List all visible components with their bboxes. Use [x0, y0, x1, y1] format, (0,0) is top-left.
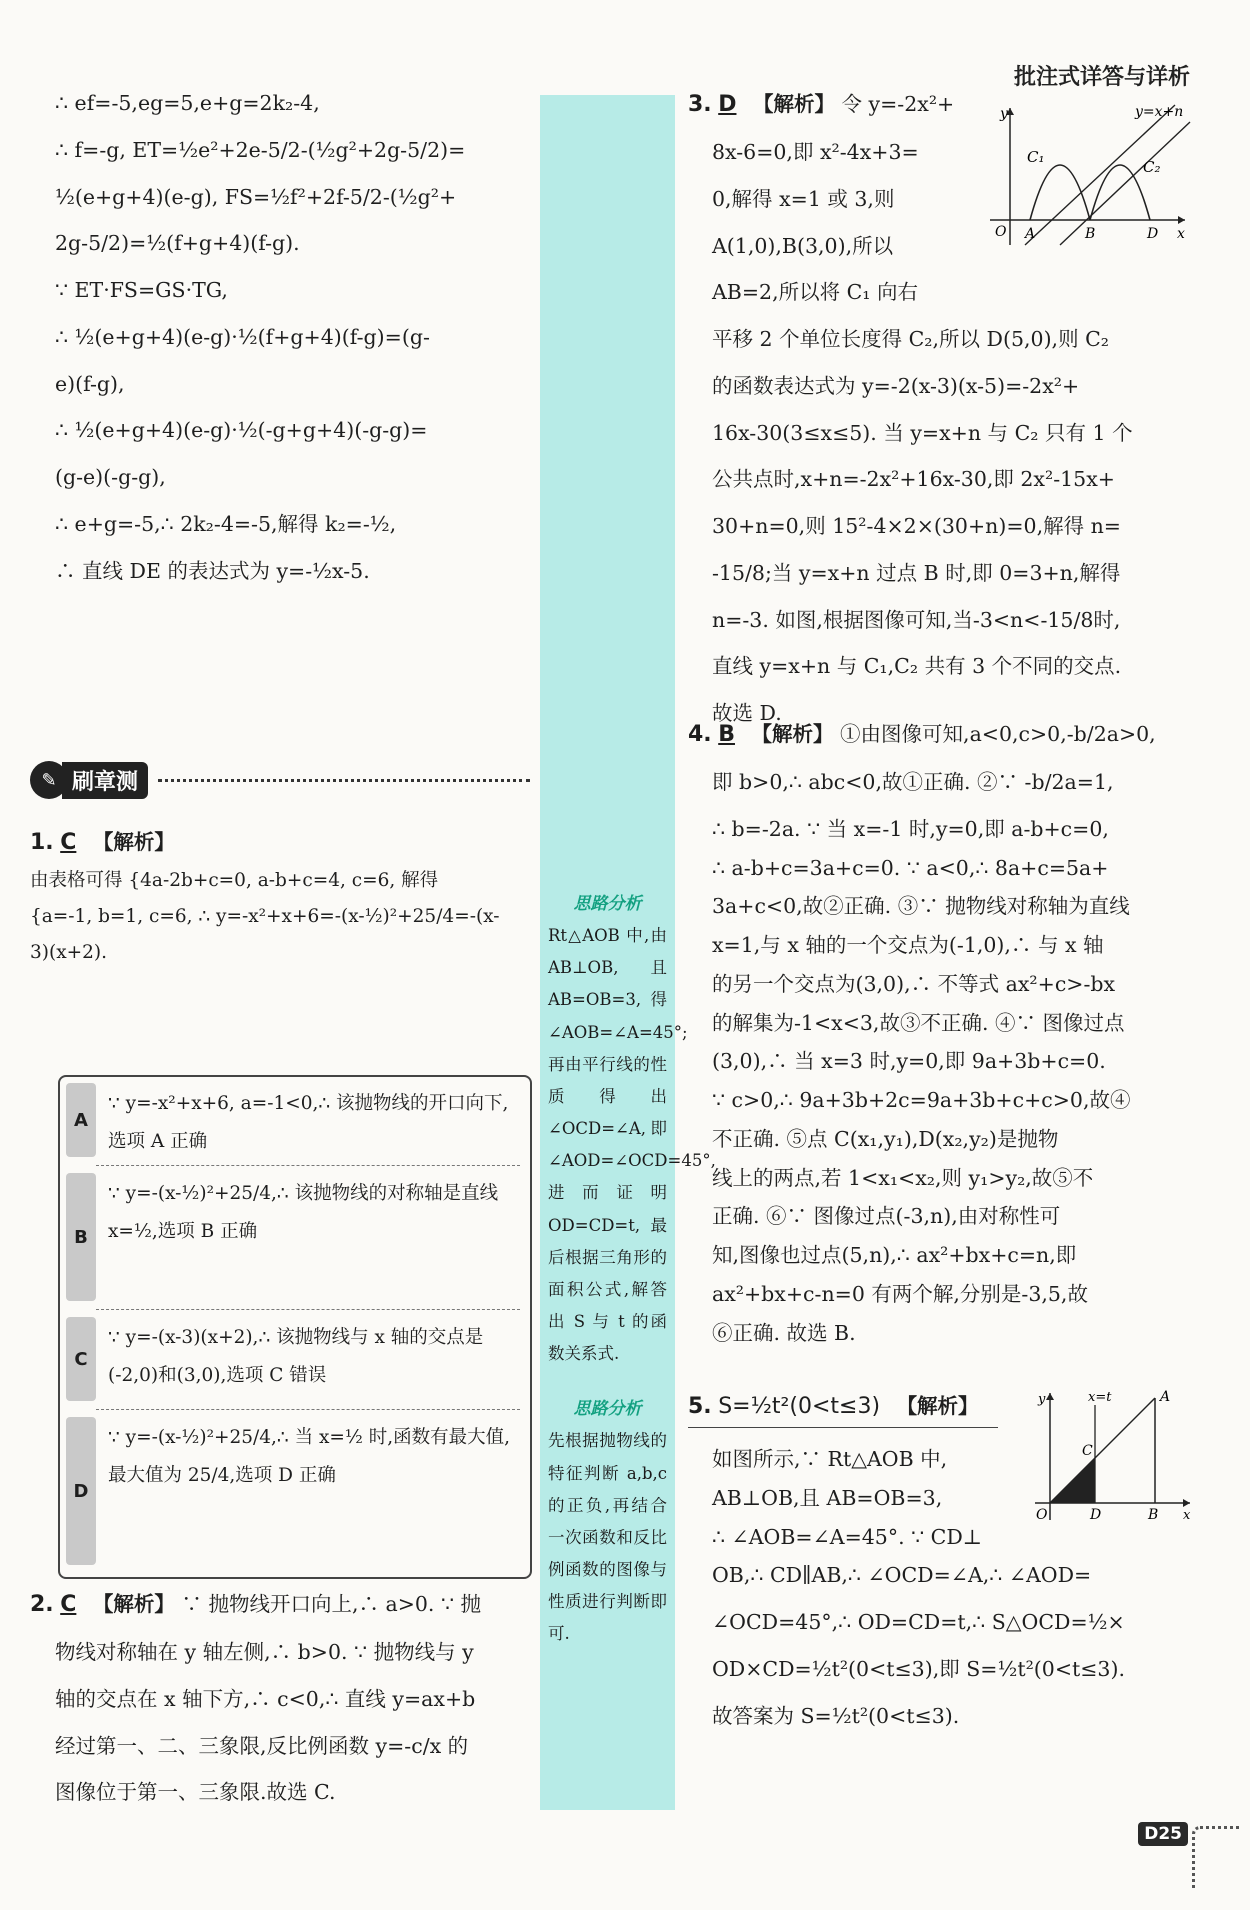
solution-line: ∵ ET·FS=GS·TG, — [55, 278, 228, 302]
solution-line: AB⊥OB,且 AB=OB=3, — [712, 1485, 943, 1510]
y-axis-label: y — [1000, 106, 1008, 122]
solution-line: 公共点时,x+n=-2x²+16x-30,即 2x²-15x+ — [712, 467, 1115, 492]
solution-line: OD×CD=½t²(0<t≤3),即 S=½t²(0<t≤3). — [712, 1656, 1125, 1681]
solution-line: x=1,与 x 轴的一个交点为(-1,0),∴ 与 x 轴 — [712, 933, 1104, 957]
solution-line: 平移 2 个单位长度得 C₂,所以 D(5,0),则 C₂ — [712, 327, 1109, 351]
analysis-label: 【解析】 — [896, 1394, 979, 1418]
section-header — [30, 760, 530, 800]
solution-line: 8x-6=0,即 x²-4x+3= — [712, 140, 919, 164]
question-answer: C — [60, 830, 77, 855]
solution-line: 故答案为 S=½t²(0<t≤3). — [712, 1703, 960, 1728]
solution-line: ∴ 直线 DE 的表达式为 y=-½x-5. — [55, 558, 370, 583]
solution-line: 3)(x+2). — [30, 941, 108, 963]
option-row — [60, 1167, 530, 1307]
y-axis-label: y — [1038, 1392, 1046, 1407]
solution-line: (g-e)(-g-g), — [55, 465, 166, 489]
solution-line: ∵ c>0,∴ 9a+3b+2c=9a+3b+c+c>0,故④ — [712, 1088, 1131, 1112]
hint-text: Rt△AOB 中,由 AB⊥OB,且 AB=OB=3,得 ∠AOB=∠A=45°;再由平行线的性质得出 ∠OCD=∠A,即 ∠AOD=∠OCD=45°,进而证明 OD=CD=t,最后根据三角形的面积公式,解答出 S 与 t 的函数关系式. — [548, 926, 716, 1364]
solution-line: 直线 y=x+n 与 C₁,C₂ 共有 3 个不同的交点. — [712, 654, 1122, 679]
solution-line: 故选 D. — [712, 701, 782, 725]
hint-column — [540, 95, 716, 1810]
question-number: 1. — [30, 830, 54, 855]
option-tag: B — [66, 1173, 96, 1301]
solution-line: ∵ 抛物线开口向上,∴ a>0. ∵ 抛 — [181, 1592, 482, 1616]
solution-line: 令 y=-2x²+ — [841, 92, 955, 116]
origin-label: O — [1036, 1507, 1048, 1523]
solution-line: (3,0),∴ 当 x=3 时,y=0,即 9a+3b+c=0. — [712, 1049, 1106, 1074]
option-divider — [96, 1165, 520, 1166]
solution-line: 的函数表达式为 y=-2(x-3)(x-5)=-2x²+ — [712, 373, 1080, 398]
option-text: ∵ y=-(x-3)(x+2),∴ 该抛物线与 x 轴的交点是(-2,0)和(3,0),选项 C 错误 — [108, 1327, 484, 1386]
solution-line: 的解集为-1<x<3,故③不正确. ④∵ 图像过点 — [712, 1010, 1125, 1035]
solution-line: ∴ a-b+c=3a+c=0. ∵ a<0,∴ 8a+c=5a+ — [712, 855, 1109, 880]
solution-line: e)(f-g), — [55, 371, 125, 396]
solution-line: 经过第一、二、三象限,反比例函数 y=-c/x 的 — [55, 1733, 469, 1758]
solution-line: 由表格可得 {4a-2b+c=0, a-b+c=4, c=6, 解得 — [30, 870, 439, 891]
solution-line: OB,∴ CD∥AB,∴ ∠OCD=∠A,∴ ∠AOD= — [712, 1563, 1092, 1588]
solution-line: ⑥正确. 故选 B. — [712, 1320, 856, 1345]
solution-line: ∴ e+g=-5,∴ 2k₂-4=-5,解得 k₂=-½, — [55, 511, 397, 536]
question-4 — [688, 718, 1193, 1356]
question-1 — [30, 826, 530, 974]
option-divider — [96, 1309, 520, 1310]
solution-line: 不正确. ⑤点 C(x₁,y₁),D(x₂,y₂)是抛物 — [712, 1126, 1059, 1151]
option-row — [60, 1311, 530, 1407]
point-label: D — [1090, 1507, 1102, 1523]
analysis-label: 【解析】 — [753, 92, 835, 116]
solution-line: ax²+bx+c-n=0 有两个解,分别是-3,5,故 — [712, 1281, 1088, 1306]
option-row — [60, 1077, 530, 1163]
solution-line: ①由图像可知,a<0,c>0,-b/2a>0, — [840, 722, 1156, 746]
solution-line: ∴ b=-2a. ∵ 当 x=-1 时,y=0,即 a-b+c=0, — [712, 816, 1109, 841]
solution-line: ∴ ef=-5,eg=5,e+g=2k₂-4, — [55, 91, 320, 115]
solution-line: -15/8;当 y=x+n 过点 B 时,即 0=3+n,解得 — [712, 560, 1121, 585]
solution-line: ∴ ½(e+g+4)(e-g)·½(-g+g+4)(-g-g)= — [55, 418, 428, 443]
x-axis-label: x — [1183, 1508, 1191, 1523]
point-label: D — [1147, 226, 1159, 242]
question-answer: C — [60, 1592, 77, 1617]
options-table — [58, 1075, 532, 1579]
page-title: 批注式详答与详析 — [1013, 65, 1190, 90]
page-number: D25 — [1138, 1822, 1188, 1846]
solution-line: AB=2,所以将 C₁ 向右 — [712, 280, 919, 305]
solution-line: 2g-5/2)=½(f+g+4)(f-g). — [55, 231, 300, 256]
solution-line: A(1,0),B(3,0),所以 — [712, 233, 894, 258]
solution-line: 图像位于第一、三象限.故选 C. — [55, 1780, 336, 1805]
solution-line: ∴ ∠AOB=∠A=45°. ∵ CD⊥ — [712, 1524, 983, 1549]
solution-line: ∴ f=-g, ET=½e²+2e-5/2-(½g²+2g-5/2)= — [55, 137, 466, 162]
hint-heading: 思路分析 — [573, 1399, 642, 1420]
question-number: 5. — [688, 1394, 712, 1419]
point-label: A — [1025, 226, 1036, 242]
solution-line: 即 b>0,∴ abc<0,故①正确. ②∵ -b/2a=1, — [712, 770, 1114, 794]
question-answer: S=½t²(0<t≤3) — [718, 1394, 881, 1419]
solution-line: 物线对称轴在 y 轴左侧,∴ b>0. ∵ 抛物线与 y — [55, 1640, 474, 1664]
solution-line: 3a+c<0,故②正确. ③∵ 抛物线对称轴为直线 — [712, 894, 1130, 919]
option-text: ∵ y=-(x-½)²+25/4,∴ 该抛物线的对称轴是直线 x=½,选项 B 正确 — [108, 1183, 499, 1242]
solution-line: n=-3. 如图,根据图像可知,当-3<n<-15/8时, — [712, 607, 1121, 632]
section-title: 刷章测 — [62, 762, 148, 799]
page-corner-decoration — [1192, 1826, 1240, 1889]
parabola-figure — [985, 100, 1195, 250]
option-text: ∵ y=-x²+x+6, a=-1<0,∴ 该抛物线的开口向下,选项 A 正确 — [108, 1093, 509, 1152]
question-number: 4. — [688, 722, 712, 747]
triangle-figure — [1030, 1385, 1195, 1525]
book-icon: ✎ — [30, 761, 68, 799]
option-tag: C — [66, 1317, 96, 1401]
question-number: 2. — [30, 1592, 54, 1617]
option-row — [60, 1411, 530, 1571]
analysis-label: 【解析】 — [92, 830, 175, 854]
option-divider — [96, 1409, 520, 1410]
line-label: x=t — [1088, 1390, 1112, 1405]
hint-heading: 思路分析 — [573, 894, 642, 914]
point-label: B — [1085, 226, 1096, 242]
line-label: y=x+n — [1135, 104, 1184, 120]
solution-line: {a=-1, b=1, c=6, ∴ y=-x²+x+6=-(x-½)²+25/4=-(x- — [30, 905, 500, 927]
option-text: ∵ y=-(x-½)²+25/4,∴ 当 x=½ 时,函数有最大值,最大值为 25/4,选项 D 正确 — [108, 1427, 510, 1486]
point-label: A — [1160, 1389, 1171, 1405]
left-column — [55, 88, 530, 602]
solution-line: 线上的两点,若 1<x₁<x₂,则 y₁>y₂,故⑤不 — [712, 1165, 1094, 1190]
solution-line: ½(e+g+4)(e-g), FS=½f²+2f-5/2-(½g²+ — [55, 184, 457, 209]
point-label: B — [1148, 1507, 1159, 1523]
section-divider — [158, 779, 530, 782]
analysis-label: 【解析】 — [751, 722, 834, 746]
hint-text: 先根据抛物线的特征判断 a,b,c 的正负,再结合一次函数和反比例函数的图像与性质进行判断即可. — [548, 1431, 667, 1644]
origin-label: O — [995, 224, 1007, 240]
solution-line: 30+n=0,则 15²-4×2×(30+n)=0,解得 n= — [712, 514, 1121, 538]
question-answer: D — [718, 92, 737, 117]
solution-line: ∴ ½(e+g+4)(e-g)·½(f+g+4)(f-g)=(g- — [55, 324, 430, 349]
solution-line: ∠OCD=45°,∴ OD=CD=t,∴ S△OCD=½× — [712, 1610, 1125, 1634]
curve-label: C₂ — [1143, 158, 1161, 176]
solution-line: 轴的交点在 x 轴下方,∴ c<0,∴ 直线 y=ax+b — [55, 1686, 476, 1711]
solution-line: 正确. ⑥∵ 图像过点(-3,n),由对称性可 — [712, 1204, 1061, 1229]
point-label: C — [1082, 1443, 1093, 1459]
x-axis-label: x — [1177, 226, 1185, 242]
option-tag: A — [66, 1083, 96, 1157]
question-2 — [30, 1588, 530, 1824]
solution-line: 如图所示,∵ Rt△AOB 中, — [712, 1447, 948, 1471]
analysis-label: 【解析】 — [92, 1592, 175, 1616]
solution-line: 16x-30(3≤x≤5). 当 y=x+n 与 C₂ 只有 1 个 — [712, 420, 1133, 445]
curve-label: C₁ — [1027, 148, 1045, 166]
question-answer: B — [718, 722, 735, 747]
solution-line: 知,图像也过点(5,n),∴ ax²+bx+c=n,即 — [712, 1243, 1077, 1267]
solution-line: 0,解得 x=1 或 3,则 — [712, 186, 895, 211]
question-number: 3. — [688, 92, 712, 117]
solution-line: 的另一个交点为(3,0),∴ 不等式 ax²+c>-bx — [712, 971, 1116, 996]
option-tag: D — [66, 1417, 96, 1565]
